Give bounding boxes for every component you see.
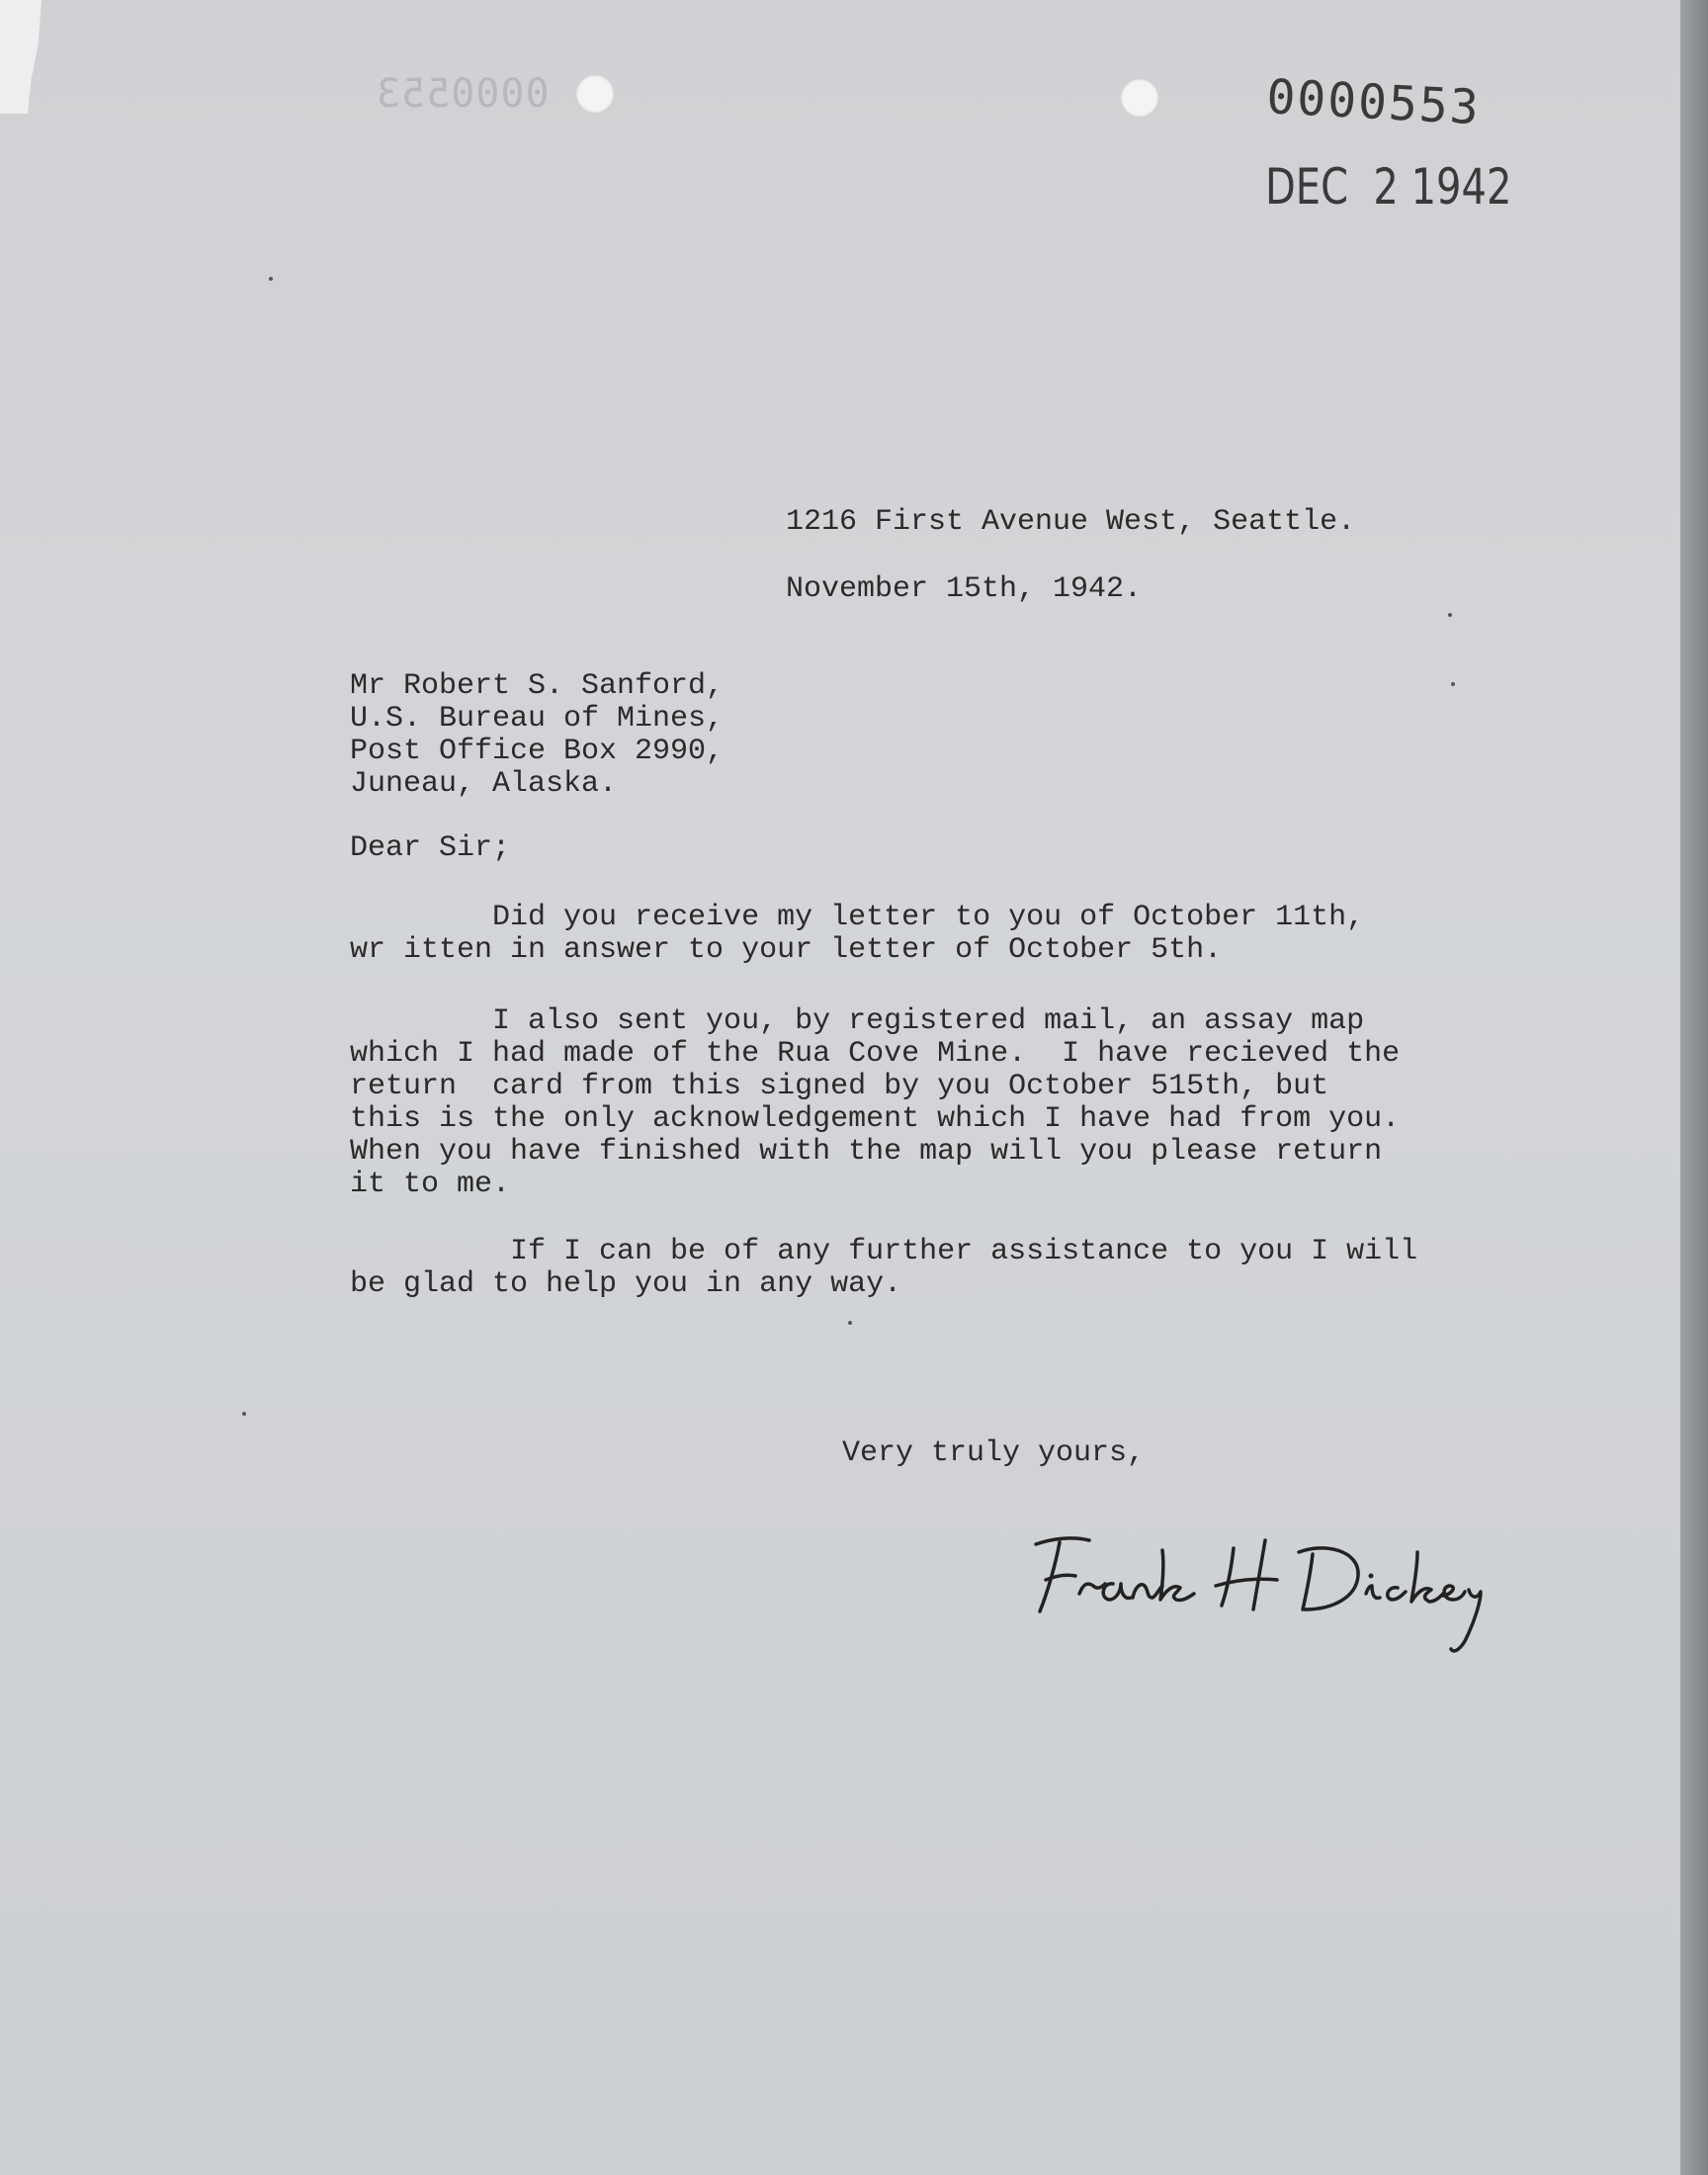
paragraph-line: wr itten in answer to your letter of October 5th. [350, 933, 1223, 967]
paragraph-line: I also sent you, by registered mail, an assay map [350, 1004, 1365, 1038]
bleed-through-number: 0000553 [376, 71, 550, 117]
paragraph-line: If I can be of any further assistance to you I will [350, 1235, 1418, 1268]
paper-speck [269, 277, 273, 281]
closing: Very truly yours, [842, 1436, 1146, 1470]
paragraph-line: When you have finished with the map will you please return [350, 1135, 1383, 1169]
paragraph-line: be glad to help you in any way. [350, 1267, 902, 1301]
paragraph-line: return card from this signed by you October 515th, but [350, 1070, 1329, 1103]
page-edge-shadow [1680, 0, 1708, 2175]
paragraph-line: this is the only acknowledgement which I have had from you. [350, 1102, 1401, 1136]
paragraph-line: it to me. [350, 1168, 511, 1201]
recipient-line: Juneau, Alaska. [350, 767, 618, 801]
paper-speck [1451, 682, 1455, 686]
punch-hole-left [575, 74, 615, 114]
paragraph-line: which I had made of the Rua Cove Mine. I have recieved the [350, 1037, 1401, 1071]
handwritten-signature [1018, 1503, 1512, 1661]
sender-address: 1216 First Avenue West, Seattle. [786, 505, 1356, 539]
paragraph-line: Did you receive my letter to you of October 11th, [350, 901, 1365, 934]
recipient-line: Mr Robert S. Sanford, [350, 669, 725, 703]
document-number-stamp: 0000553 [1265, 69, 1483, 136]
paragraph-1 [350, 902, 1364, 967]
paper-speck [242, 1412, 246, 1416]
punch-hole-right [1120, 78, 1159, 118]
recipient-block [350, 670, 724, 801]
paragraph-3 [350, 1236, 1417, 1301]
paragraph-2 [350, 1005, 1400, 1201]
salutation: Dear Sir; [350, 831, 511, 865]
received-date-stamp: DEC 2 1942 [1265, 158, 1512, 216]
paper-speck [848, 1321, 852, 1325]
torn-corner [0, 0, 69, 114]
recipient-line: U.S. Bureau of Mines, [350, 702, 725, 736]
paper-speck [1448, 613, 1452, 617]
letter-date: November 15th, 1942. [786, 572, 1143, 606]
recipient-line: Post Office Box 2990, [350, 735, 725, 768]
